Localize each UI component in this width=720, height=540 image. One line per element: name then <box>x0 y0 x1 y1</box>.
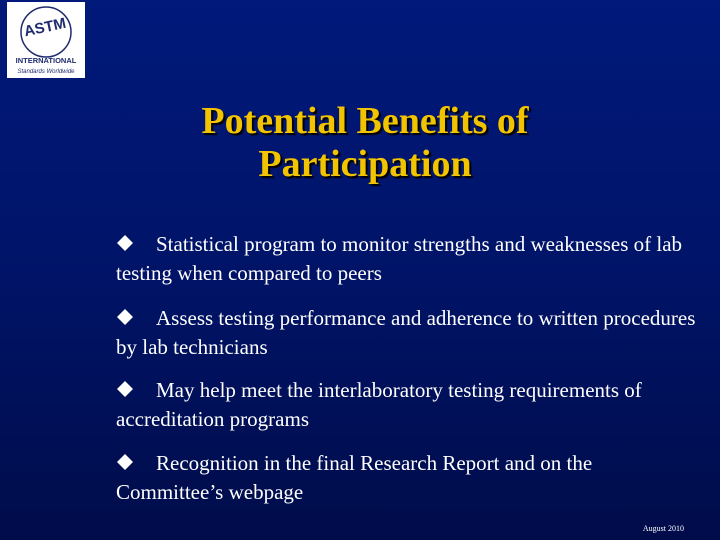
diamond-bullet-icon <box>116 449 156 478</box>
diamond-bullet-icon <box>116 376 156 405</box>
logo-mark-text: ASTM <box>22 14 68 41</box>
logo-name-text: INTERNATIONAL <box>15 56 77 65</box>
diamond-bullet-icon <box>116 230 156 259</box>
slide-title-line-1: Potential Benefits of <box>201 100 529 142</box>
diamond-bullet-icon <box>116 304 156 333</box>
bullet-text-4: Recognition in the final Research Report and on the Committee’s webpage <box>116 451 593 504</box>
logo-tagline-text: Standards Worldwide <box>17 69 75 75</box>
bullet-text-2: Assess testing performance and adherence to written procedures by lab technicians <box>116 306 696 359</box>
astm-logo <box>7 2 85 78</box>
bullet-item-1 <box>116 230 696 288</box>
footer-date: August 2010 <box>642 524 684 533</box>
bullet-text-3: May help meet the interlaboratory testing requirements of accreditation programs <box>116 378 642 431</box>
bullet-item-2 <box>116 304 696 362</box>
bullet-item-4 <box>116 449 696 507</box>
bullet-text-1: Statistical program to monitor strengths and weaknesses of lab testing when compared to peers <box>116 232 683 285</box>
astm-logo-graphic <box>7 2 85 78</box>
slide-title <box>115 100 615 186</box>
bullet-item-3 <box>116 376 696 434</box>
slide-title-line-2: Participation <box>258 143 472 185</box>
